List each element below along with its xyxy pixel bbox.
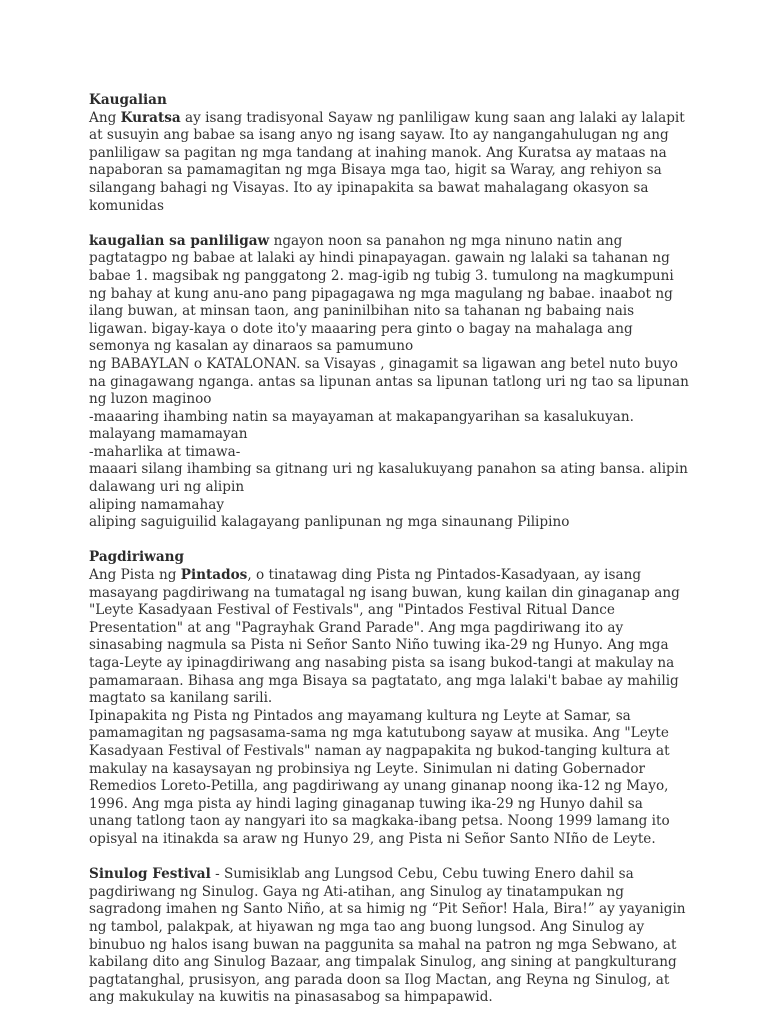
section-heading-kaugalian: Kaugalian: [89, 92, 167, 108]
panliligaw-line-maaaring: -maaaring ihambing natin sa mayayaman at makapangyarihan sa kasalukuyan. malayang mamamayan: [89, 408, 634, 443]
panliligaw-line-maaari: maaari silang ihambing sa gitnang uri ng kasalukuyang panahon sa ating bansa. alipin dalawang uri ng alipin: [89, 461, 688, 496]
section-kaugalian: [89, 92, 689, 215]
section-pagdiriwang: [89, 549, 689, 848]
sinulog-paragraph-body: - Sumisiklab ang Lungsod Cebu, Cebu tuwing Enero dahil sa pagdiriwang ng Sinulog. Gaya ng Ati-atihan, ang Sinulog ay tinatampukan ng sagradong imahen ng Santo Niño, at sa himig ng “Pit Señor! Hala, Bira!” ay yayanigin ng tambol, palakpak, at hiyawan ng mga tao ang buong lungsod. Ang Sinulog ay binubuo ng halos isang buwan na paggunita sa mahal na patron ng mga Sebwano, at kabilang dito ang Sinulog Bazaar, ang timpalak Sinulog, ang sining at pangkulturang pagtatanghal, prusisyon, ang parada doon sa Ilog Mactan, ang Reyna ng Sinulog, at ang makukulay na kuwitis na pinasasabog sa himpapawid.: [89, 866, 686, 1006]
panliligaw-term: kaugalian sa panliligaw: [89, 232, 270, 249]
spacer: [89, 849, 689, 867]
panliligaw-line-babaylan: ng BABAYLAN o KATALONAN. sa Visayas , ginagamit sa ligawan ang betel nuto buyo na ginagawang nganga. antas sa lipunan antas sa lipunan tatlong uri ng tao sa lipunan ng luzon maginoo: [89, 355, 689, 408]
sinulog-paragraph: [89, 866, 689, 1007]
panliligaw-line-namamahay: aliping namamahay: [89, 496, 225, 513]
panliligaw-paragraph: [89, 233, 689, 356]
kaugalian-paragraph: [89, 110, 689, 216]
section-heading-pagdiriwang: Pagdiriwang: [89, 549, 185, 566]
spacer: [89, 215, 689, 233]
panliligaw-line-maharlika: -maharlika at timawa-: [89, 443, 241, 460]
section-sinulog: [89, 866, 689, 1007]
pagdiriwang-paragraph-body: , o tinatawag ding Pista ng Pintados-Kasadyaan, ay isang masayang pagdiriwang na tumatagal ng isang buwan, kung kailan din ginaganap ang "Leyte Kasadyaan Festival of Festivals", ang "Pintados Festival Ritual Dance Presentation" at ang "Pagrayhak Grand Parade". Ang mga pagdiriwang ito ay sinasabing nagmula sa Pista ni Señor Santo Niño tuwing ika-29 ng Hunyo. Ang mga taga-Leyte ay ipinagdiriwang ang nasabing pista sa isang bukod-tangi at makulay na pamamaraan. Bihasa ang mga Bisaya sa pagtatato, ang mga lalaki't babae ay mahilig magtato sa kanilang sarili.: [89, 567, 680, 707]
panliligaw-paragraph-body: ngayon noon sa panahon ng mga ninuno natin ang pagtatagpo ng babae at lalaki ay hindi pinapayagan. gawain ng lalaki sa tahanan ng babae 1. magsibak ng panggatong 2. mag-igib ng tubig 3. tumulong na magkumpuni ng bahay at kung anu-ano pang pipagagawa ng mga magulang ng babae. inaabot ng ilang buwan, at minsan taon, ang paninilbihan nito sa tahanan ng babaing nais ligawan. bigay-kaya o dote ito'y maaaring pera ginto o bagay na mahalaga ang semonya ng kasalan ay dinaraos sa pamumuno: [89, 232, 674, 355]
pintados-term: Pintados: [180, 567, 248, 584]
kaugalian-paragraph-body: ay isang tradisyonal Sayaw ng panliligaw kung saan ang lalaki ay lalapit at susuyin ang babae sa isang anyo ng isang sayaw. Ito ay nangangahulugan ng ang panliligaw sa pagitan ng mga tandang at inahing manok. Ang Kuratsa ay mataas na napaboran sa pamamagitan ng mga Bisaya mga tao, higit sa Waray, ang rehiyon sa silangang bahagi ng Visayas. Ito ay ipinapakita sa bawat mahalagang okasyon sa komunidas: [89, 109, 685, 214]
pagdiriwang-paragraph-1: [89, 567, 689, 708]
kuratsa-term: Kuratsa: [120, 109, 181, 126]
section-panliligaw: [89, 233, 689, 532]
sinulog-term: Sinulog Festival: [89, 866, 211, 883]
kaugalian-paragraph-lead: Ang: [89, 109, 121, 126]
pagdiriwang-paragraph-lead: Ang Pista ng: [89, 567, 181, 584]
panliligaw-line-saguiguilid: aliping saguiguilid kalagayang panlipunan ng mga sinaunang Pilipino: [89, 514, 570, 531]
spacer: [89, 532, 689, 550]
pagdiriwang-paragraph-2: Ipinapakita ng Pista ng Pintados ang mayamang kultura ng Leyte at Samar, sa pamamagitan ng pagsasama-sama ng mga katutubong sayaw at musika. Ang "Leyte Kasadyaan Festival of Festivals" naman ay nagpapakita ng bukod-tanging kultura at makulay na kasaysayan ng probinsiya ng Leyte. Sinimulan ni dating Gobernador Remedios Loreto-Petilla, ang pagdiriwang ay unang ginanap noong ika-12 ng Mayo, 1996. Ang mga pista ay hindi laging ginaganap tuwing ika-29 ng Hunyo dahil sa unang tatlong taon ay nangyari ito sa magkaka-ibang petsa. Noong 1999 lamang ito opisyal na itinakda sa araw ng Hunyo 29, ang Pista ni Señor Santo NIño de Leyte.: [89, 707, 670, 847]
document-page: [89, 92, 689, 1007]
